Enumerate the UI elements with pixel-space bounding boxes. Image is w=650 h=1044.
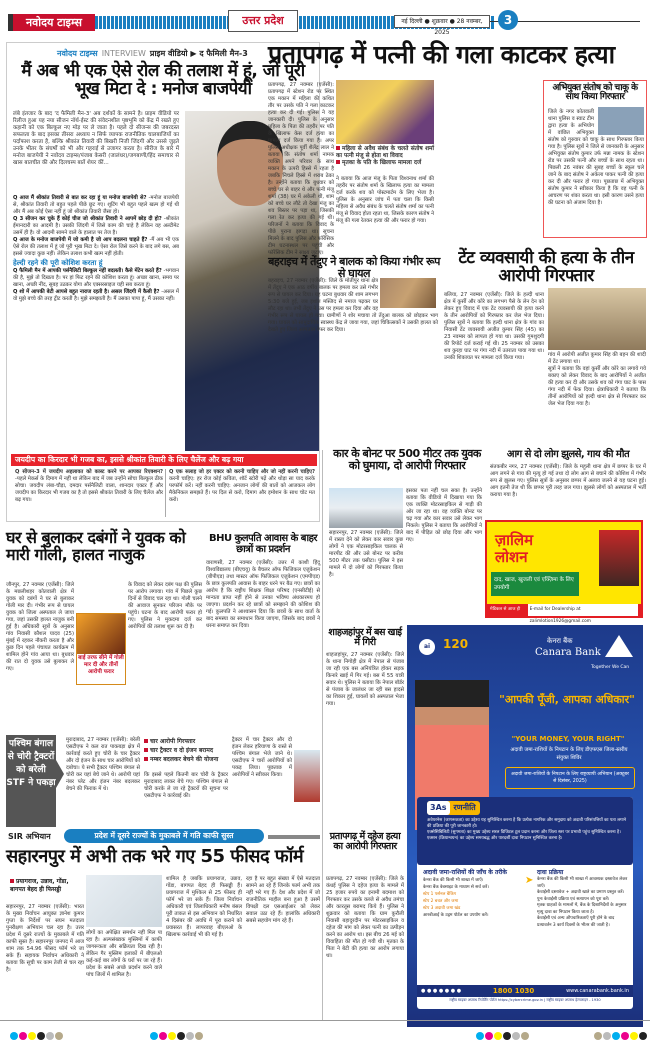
slogan-english: "YOUR MONEY, YOUR RIGHT" [511,735,625,743]
bonnet-body: सहारनपुर, 27 नवम्बर (एजेंसी): जिले में रास्ता देने को लेकर कार सवार कुछ लोगों ने एक मोटरसाइकिल चालक से मारपीट की और उसे बोनट पर करीब 500 मीटर तक घसीटा। पुलिस ने इस मामले में दो लोगों को गिरफ्तार किया है। [329,530,403,578]
stf-label: पश्चिम बंगाल से चोरी ट्रैक्टरों को बरेली STF ने पकड़ा [6,735,56,827]
shot-body: जौनपुर, 27 नवम्बर (एजेंसी): जिले के मछलीशहर कोतवाली क्षेत्र में युवक को दबंगों ने घर से बुलाकर गोली मार दी। गंभीर रूप से घायल युवक को जिला अस्पताल ले जाया गया, जहां उसकी हालत नाजुक बनी हुई है। अधिकारी सूत्रों के अनुसार गांव निवासी कौशल यादव (25) मुंबई में रहकर नौकरी करता है और कुछ दिन पहले पंचायत कार्यक्रम में शामिल होने गांव आया था। बुधवार की रात दो युवक उसे बुलाकर ले गए। [6,582,74,672]
lead-body-2: ने बताया कि आज मंजू के पिता विश्वनाथ शर्मा की तहरीर पर संतोष शर्मा के खिलाफ हत्या का मामला दर्ज करके शव को पोस्टमार्टम के लिए भेजा है। पुलिस के अनुसार जांच में पता चला कि किसी महिला से अवैध संबंध के चलते संतोष शर्मा का पत्नी मंजू से विवाद होता रहता था, जिसके कारण संतोष ने मंजू की गला रेतकर हत्या की और फरार हो गया। [336,176,434,224]
side-story-box [543,80,647,238]
show-name: प्राइम वीडियो ▶ द फैमिली मैन-3 [149,48,248,58]
strategy-awareness: अवेयरनेस (जागरूकता) का उद्देश्य यह सुनिश्चित करना है कि प्रत्येक नागरिक और समुदाय को अदावी परिसंपत्तियों का पता लगाने की प्रक्रिया की पूरी जानकारी हो। [427,818,627,829]
fire-body: संतकबीर नगर, 27 नवम्बर (एजेंसी): जिले के महुली थाना क्षेत्र में छप्पर के घर में आग लगने से गाय की मृत्यु हो गई तथा दो लोग आग से बचाने की कोशिश में गंभीर रूप से झुलस गए। पुलिस सूत्रों के अनुसार छप्पर में अलाव जलने से यह घटना हुई। आग इतनी तेज थी कि छप्पर पूरी तरह जल गया। झुलसे लोगों को अस्पताल में भर्ती कराया गया है। [490,464,646,498]
stf-bullet-1: चार आरोपी गिरफ्तार [144,737,228,746]
shot-photo-caption: बाई तरफ सीने में गोली मार दी और तीनों आरोपी फरार [78,655,124,675]
anniversary-badge: 120 [443,637,469,651]
lead-bullet-2: मृतका के पति के खिलाफ मामला दर्ज [336,160,434,167]
check-title: अदावी जमा-राशियों की जाँच के तरीके [423,869,508,876]
stf-body-3: ट्रैक्टर में चार ट्रैक्टर और दो इंजन लेकर हरियाणा के रास्ते से पश्चिम बंगाल भेजे जाने थे। एसटीएफ ने चारों आरोपियों को पकड़ लिया। पूछताछ में आरोपियों ने स्वीकार किया। [232,737,292,778]
check-item: केनरा बैंक की किसी भी शाखा में जाएँ। [423,878,484,883]
stf-arrow [56,760,64,788]
interview-label [57,47,267,59]
interview-brand: नवोदय टाइम्स [57,48,98,58]
page-number: 3 [498,10,518,30]
bonnet-photo [329,488,403,528]
tent-headline: टेंट व्यवसायी की हत्या के तीन आरोपी गिरफ्तार [458,248,634,286]
cybercrime-footer: राष्ट्रीय साइबर अपराध रिपोर्टिंग पोर्टल https://cybercrime.gov.in | राष्ट्रीय साइबर अपराध हेल्पलाइन - 1930 [449,998,601,1002]
sir-body-2: लोगों का अपेक्षित समर्थन नहीं मिल पा रहा है। अल्पसंख्यक मुस्लिमों में काफी जागरूकता और सक्रियता दिख रही है। लेकिन गैर मुस्लिम इलाकों में बीएलओ कई-कई बार लोगों के घरों पर जा रहे हैं। प्रदेश के सबसे अच्छे प्रदर्शन करने वाले पांच जिलों में शामिल है। [86,930,162,978]
box-divider [165,469,166,517]
sir-tag: SIR अभियान [8,832,51,841]
bhu-body: वाराणसी, 27 नवम्बर (एजेंसी): उत्तर में काशी हिंदू विश्वविद्यालय (बीएचयू) के बैचलर ऑफ फिजिकल एजुकेशन (बीपीएड) तथा मास्टर ऑफ फिजिकल एजुकेशन (एमपीएड) के छात्र कुलपति आवास के बाहर धरने पर बैठ गए। छात्रों का आरोप है कि राष्ट्रीय शिक्षक शिक्षा परिषद (एनसीटीई) से मान्यता प्राप्त नहीं होने से उनका भविष्य अंधकारमय हो जाएगा। प्रदर्शन कर रहे छात्रों को समझाने की कोशिश की गई। कुलपति ने आश्वासन दिया कि छात्रों के साथ वार्ता के बाद समस्या का समाधान किया जाएगा, जिसके बाद छात्रों ने धरना समाप्त कर दिया। [206,560,320,629]
bonnet-headline: कार के बोनट पर 500 मीटर तक युवक को घुमाया, दो आरोपी गिरफ्तार [333,447,481,472]
canara-bank-ad[interactable] [407,625,643,1027]
registration-marks-center [150,1025,204,1044]
strategy-title: रणनीति [453,803,476,812]
qa-2: Q 3 सीजन कर चुके हैं कोई चीज जो श्रीकांत तिवारी ने आपमें छोड़ दी हो? -श्रीकांत ईमानदारी का आदमी है। उसकी जिंदगी में जिसे काम की चाहे है लेकिन वह अल्टीमेट उसमें ही है। वो आदमी सामने वाले के हालात पर तेज है। [13,216,179,236]
registration-marks-right [476,1025,530,1044]
claim-item: केवाईसी दस्तावेज + अदावी खाते का प्रमाण प्रस्तुत करें। [537,890,625,895]
canara-website[interactable]: www.canarabank.bank.in [566,988,629,994]
qa-1: Q आज मैं श्रीकांत तिवारी से बात कर रहा हूं या मनोज बाजपेयी से? -मनोज बाजपेयी से, श्रीकांत तिवारी तो बहुत पहले पीछे छूट गए। शूटिंग भी बहुत पहले खत्म हो गई थी और मैं अब कोई ऐसा नहीं हूं जो श्रीकांत तिवारी जैसा हो। [13,195,179,215]
zalim-email: E-mail for Dealership at zalimlotion1926@gmail.com [528,604,638,616]
masthead-logo: नवोदय टाइम्स [8,14,95,31]
interview-subhead: हेल्दी रहने की पूरी कोशिश करता हूं [13,259,103,267]
claim-item: मृतक ग्राहकों के मामलों में, बैंक के दिशानिर्देशों के अनुसार मृत्यु दावा का निपटान किया जाता है। [537,903,627,915]
tent-caption: गांव में आरोपी अजीत कुमार सिंह की बहन की शादी में टेंट लगाया था। [548,352,646,365]
sir-body-1: सहारनपुर, 27 नवम्बर (एजेंसी): भारत के मुख्य निर्वाचन आयुक्त ज्ञानेश कुमार गुप्ता के निर्देशों पर सघन मतदाता पुनरीक्षण अभियान चल रहा है। उत्तर प्रदेश में दूसरे राज्यों के मुकाबले में गति काफी सुस्त है। सहारनपुर जनपद में आज शाम तक 54.96 फीसद फॉर्म भरे जा सके हैं। सहायक निर्वाचन अधिकारी ने बताया कि सूची पर काम तेजी से चल रहा है। [6,904,84,973]
strategy-accessibility: एक्सेसिबिलिटी (सुगमता) का मुख्य उद्देश्य सरल डिजिटल टूल प्रदान करना और जिला स्तर पर प्रभावी पहुंच सुनिश्चित करना है। [427,830,621,835]
section-title: उत्तर प्रदेश [228,10,298,32]
check-item: केनरा बैंक वेबसाइट के माध्यम से सर्च करें। [423,885,489,890]
side-body: जिले के नगर कोतवाली थाना पुलिस व स्वाट टीम द्वारा हत्या के अभियोग में वांछित अभियुक्त संतोष को गुरुवार को चाकू के साथ गिरफ्तार किया गया है। पुलिस सूत्रों ने जिले से जानकारी के अनुसार अभियुक्त संतोष कुमार उर्फ मन्ना नामक के स्टेशन रोड पर उसकी पत्नी और बच्चों के साथ रहता था। पिछली 26 नवंबर की सुबह बच्चों के स्कूल चले जाने के बाद संतोष ने अकेला पाकर पत्नी की हत्या कर दी और फरार हो गया। पूछताछ में अभियुक्त संतोष कुमार ने स्वीकार किया है कि वह पत्नी के आचरण पर शंका करता था। इसी कारण उसने हत्या की घटना को अंजाम दिया है। [548,109,644,206]
tent-photo [548,288,646,350]
interview-intro: लंबे इंतजार के बाद 'द फैमिली मैन-3' अब दर्शकों के सामने है। प्राइम वीडियो पर रिलीज हुआ यह नया सीजन नॉर्थ-ईस्ट की संवेदनशील पृष्ठभूमि को केंद्र में रखते हुए कहानी को एक बिल्कुल नए मोड़ पर ले जाता है। पहले दो सीजन्स की जबरदस्त सफलता के बाद इसका तीसरा अध्याय न सिर्फ व्यापक राजनीतिक चालबाजियों का पर्दाफाश करता है, बल्कि श्रीकांत तिवारी की बिखरी निजी जिंदगी और उससे जुड़ते उनके भीतर के संघर्षों को भी और गहराई से उजागर करता है। सीरीज के बारे में मनोज बाजपेयी ने नवोदय टाइम्स/पंजाब केसरी (जालंधर)/जगबाणी/हिंद समाचार से खास बातचीत की और दिलचस्प बातें शेयर कीं... [13,111,179,166]
claim-title: दावा प्रक्रिया [537,869,564,876]
camp-subtitle: अदावी जमा-राशियों के निपटान के लिए डीएफएस जिला-स्तरीय संयुक्त शिविर [510,747,628,761]
sir-rule [268,835,320,839]
lead-bullet-1: महिला से अवैध संबंध के चलते संतोष शर्मा का पत्नी मंजू से होता था विवाद [336,146,434,159]
tractor-photo [294,750,320,802]
strategy-panel [417,797,633,865]
check-step: स्टेप 3 अदावी जमा खंड [423,906,461,911]
campaign-box: अदावी जमा-राशियों के निपटान के लिए राष्ट्रव्यापी अभियान (अक्टूबर से दिसंबर, 2025) [505,767,635,789]
stf-bullet-3: नम्बर बदलकर बेचने की योजना [144,755,228,764]
zalim-footer-left: मेडिकल से आज ही खरीदें [490,607,521,624]
canara-triangle-logo-icon [605,635,633,657]
tent-body: बलिया, 27 नवम्बर (एजेंसी): जिले के हल्दी थाना क्षेत्र में कुर्सी और कोरे का लगभग पैसे के लेन देन को लेकर हुए विवाद में एक टेंट व्यवसायी की हत्या करने के तीन आरोपियों को गिरफ्तार कर जेल भेज दिया। पुलिस सूत्रों ने बताया कि हल्दी थाना क्षेत्र के गांव का निवासी टेंट व्यवसायी अजीत कुमार सिंह (45) का 23 नवम्बर को लापता हो गया था। उसकी गुमशुदगी की रिपोर्ट दर्ज कराई गई थी। 25 नवम्बर को उसका शव कुरहा घाट पर गंगा नदी में उतराता पाया गया था। उनकी शिकायत पर मामला दर्ज किया गया। [444,292,544,361]
column-rule [322,450,323,1020]
sir-form-photo [86,875,162,927]
interview-headline: मैं अब भी एक ऐसे रोल की तलाश में हूं, जो पूरी भूख मिटा दे : मनोज बाजपेयी [21,61,305,99]
bonnet-body-2: इसका पता नहीं चल सका है। उन्होंने बताया कि वीडियो में दिखाया गया कि एक व्यक्ति मोटरसाइकिल से गाड़ी की ओर जा रहा था। वह व्यक्ति बोनट पर चढ़ गया और कार सवार उसे लेकर भाग निकले। पुलिस ने बताया कि आरोपियों ने बाद में पीड़ित को छोड़ दिया और भाग गए। [406,488,482,543]
shahjahanpur-headline: शाहजहांपुर में बस खाई में गिरी [328,627,402,648]
check-list [423,869,521,919]
bank-tagline: Together We Can [591,665,630,670]
claim-item: पुनः केवाईसी प्रक्रिया एवं सत्यापन को पूरा करें। [537,896,610,902]
side-headline: अभियुक्त संतोष को चाकू के साथ किया गिरफ्तार [552,83,638,103]
stf-bullets [144,737,228,769]
strategy-action: एक्शन (क्रियान्वयन) का उद्देश्य समयबद्ध और पारदर्शी दावा निपटान सुनिश्चित करना है। [427,836,563,841]
leopard-headline: बहराइच में तेंदुए ने बालक को किया गंभीर रूप से घायल [268,255,440,280]
lead-illustration [336,80,434,144]
bank-name-hindi: केनरा बैंक [547,637,573,645]
sir-body-3: शामिल है जबकि प्रयागराज, उन्नाव, गोंडा, बागपत बेहद ही फिसड्डी हैं। प्रयागराज में मुश्किल से 25 फीसद ही फॉर्म भरे जा सके हैं। जिला निर्वाचन अधिकारी एवं जिलाधिकारी मनीष बंसल पूरी ताकत से इस अभियान को निर्धारित 4 दिसंबर की अवधि में पूरा कराने को प्रयासरत हैं। लापरवाह बीएलओ के खिलाफ कार्रवाई भी की गई है। [166,876,242,938]
claim-list [537,869,629,929]
registration-marks-far-right [594,1025,648,1044]
box-qa-2: Q एक सलाह जो हर एक्टर को करनी चाहिए और जो नहीं करनी चाहिए? करनी चाहिए: हर रोज कोई कविता, शॉर्ट स्टोरी पढ़ें और थोड़ा सा याद करके परफॉर्म करें। नहीं करनी चाहिए: अनजान लोगों की बातों को आजकल लोग मैकेनिकल समझते हैं। पर दिल से करो, दिमाग और इमोशन के साथ चोट मत करो। [169,469,315,503]
strategy-badge [427,801,480,815]
lead-body: प्रतापगढ़, 27 नवम्बर (एजेंसी): प्रतापगढ़ में स्टेशन रोड पर स्थित एक मकान में महिला की कथित तौर पर उसके पति ने गला काटकर हत्या कर दी गई। पुलिस ने यह जानकारी दी। पुलिस के अनुसार महिला के पिता की तहरीर पर पति के खिलाफ केस दर्ज हत्या का मामला दर्ज किया गया है। अपर पुलिस अधीक्षक पूर्वी शैलेंद्र लाल ने बताया कि संतोष शर्मा नामक व्यक्ति अपने परिवार के साथ मकान के ऊपरी हिस्से में रहता है जबकि निचले हिस्से में शराब ठेका है। उन्होंने बताया कि बुधवार को बच्चे घर से बाहर थे और पत्नी मंजू शर्मा (38) घर में अकेली थी, शाम को बच्चे घर लौटे तो देखा मंजू का शव बिस्तर पर पड़ा था, जिसकी गला रेत कर हत्या की गई थी। परिजनों ने बताया कि विवाद के पीछे पुराना झगड़ा था। सूचना मिलने के बाद पुलिस और फॉरेंसिक टीम घटनास्थल पर पहुंची और फॉरेंसिक टीम ने साक्ष्य जुटाए। [268,82,334,256]
interview-tag: INTERVIEW [101,48,146,58]
strategy-tag: 3As [427,801,450,815]
sir-strap: प्रदेश में दूसरे राज्यों के मुकाबले में गति काफी सुस्त [64,829,264,843]
claim-item: केवाईसी एवं अन्य औपचारिकताएँ पूरी होने के बाद प्रत्यावर्तन 3 कार्य दिवसों के भीतर की जाती है। [537,916,615,928]
bank-name-english: Canara Bank [535,647,601,658]
shot-body-2: के विवाद को लेकर दबंग पक्ष की पुलिस पर आरोप लगाया। गांव में पिछले कुछ दिनों से विवाद चल रहा था। गोली चलने की आवाज सुनकर परिजन मौके पर पहुंचे। घटना के बाद आरोपी फरार हो गए। पुलिस ने मुकदमा दर्ज कर आरोपियों की तलाश शुरू कर दी है। [128,582,202,630]
toll-free-number[interactable]: 1800 1030 [492,987,535,995]
stf-body: मुरादाबाद, 27 नवम्बर (एजेंसी): बरेली एसटीएफ ने कल रात पाकबड़ा क्षेत्र में कार्रवाई करते हुए चोरी के चार ट्रैक्टर और दो इंजन के साथ चार आरोपियों को दबोचा। ये सभी ट्रैक्टर पश्चिम बंगाल से चोरी कर यहां बेचे जाने थे। आरोपी यहां नंबर प्लेट और इंजन नंबर बदलकर बेचने की फिराक में थे। [66,737,140,792]
qa-3: Q आज के मनोज बाजपेयी में जो कमी है जो आप बदलना चाहते हैं? -मैं अब भी एक ऐसे रोल की तलाश में हूं जो पूरी भूख मिटा दे। ऐसा रोल जिसे करने के बाद लगे बस, अब इससे ज्यादा कुछ नहीं। लेकिन तलाश कभी खत्म नहीं होती। [13,237,180,257]
interview-banner: जयदीप का किरदार भी गजब का, इससे श्रीकांत तिवारी के लिए चैलेंज और बढ़ गया [11,454,317,466]
box-qa-1: Q सीजन-3 में जयदीप अहलावत को कास्ट करने पर आपका रिएक्शन? -पहले मेकर्स के दिमाग में नहीं था लेकिन बाद में जब उन्होंने सोचा बिल्कुल ठीक सोचा। जयदीप लंबा-चौड़ा, दमदार पर्सनैलिटी वाला, शानदार एक्टर हैं और जयदीप का किरदार भी गजब का है तो इससे श्रीकांत तिवारी के लिए चैलेंज और बढ़ गया। [15,469,163,503]
bhu-headline: BHU कुलपति आवास के बाहर छात्रों का प्रदर्शन [209,533,317,555]
check-item: आरबीआई के उद्गम पोर्टल का उपयोग करें। [423,913,489,918]
registration-marks-left [10,1025,64,1044]
zalim-brand: ज़ालिम लोशन [495,531,534,566]
dowry-headline: प्रतापगढ़ में दहेज हत्या का आरोपी गिरफ्तार [329,831,401,852]
dowry-body: प्रतापगढ़, 27 नवम्बर (एजेंसी): जिले के कंधई पुलिस ने दहेज हत्या के मामले में 25 हजार रुपये का इनामी बदमाश को गिरफ्तार कर उसके कब्जे से अवैध तमंचा और कारतूस बरामद किये हैं। पुलिस ने शुक्रवार को बताया कि ग्राम कुरौली निवासी बहादुरदीन पर मोटरसाइकिल व दहेज की मांग को लेकर पत्नी का उत्पीड़न करने का आरोप था। इस बीच 26 मई को विवाहिता की मौत हो गयी थी। मृतका के पिता ने बेटी की हत्या का आरोप लगाया था। [326,876,404,959]
fire-headline: आग से दो लोग झुलसे, गाय की मौत [506,449,630,460]
claim-item: केनरा बैंक की किसी भी शाखा में आवश्यक दस्तावेज लेकर जाएँ। [537,877,628,889]
arrow-right-icon: ➤ [525,875,534,886]
shahjahanpur-body: शाहजहांपुर, 27 नवम्बर (एजेंसी): जिले के थाना निगोही क्षेत्र में नेपाल से पंजाब जा रही एक बस अनियंत्रित होकर सड़क किनारे खाई में गिर गई। बस में 55 यात्री सवार थे। पुलिस ने बताया कि नेपाल बॉर्डर से पंजाब के जालंधर जा रही बस हादसे का शिकार हुई, घायलों को अस्पताल भेजा गया। [326,652,404,707]
stf-body-2: कि इससे पहले कितनी बार चोरी के ट्रैक्टर मुरादाबाद लाकर बेचे गए। पश्चिम बंगाल से चोरी करके ले जा रहे ट्रैक्टरों की सूचना पर एसटीएफ ने कार्रवाई की। [144,772,228,799]
slogan-hindi: "आपकी पूँजी, आपका अधिकार" [499,693,635,706]
check-step: स्टेप 1 पर्सनल बैंकिंग [423,892,457,897]
canara-info-panel [417,797,633,1009]
canara-contact-bar [417,985,633,997]
zalim-footer [487,604,641,624]
stf-bullet-2: चार ट्रैक्टर व दो इंजन बरामद [144,746,228,755]
lead-headline: प्रतापगढ़ में पत्नी की गला काटकर हत्या [268,40,615,69]
check-step: स्टेप 2 बचत और जमा [423,899,459,904]
sir-kicker: प्रयागराज, उन्नाव, गोंडा, बागपत बेहद ही फिसड्डी [10,878,69,893]
zalim-product [599,530,639,586]
footer-rule [0,1020,650,1021]
qa-5: Q शो में आपकी बेटी आपसे बहुत नाराज रहती है। असल जिंदगी में कैसी है? -असल में वो मुझे बच्चे की तरह ट्रीट करती है। मुझे समझाती है। मैं उसका पापा हूं, मैं उसका नहीं। [13,289,179,302]
qa-4: Q फैमिली मैन में आपकी पर्सनैलिटी बिल्कुल नहीं बदलती। कैसे मेंटेन करते हैं? -भगवान की है, मुझे तो दिखता है। पर हां फिट रहने की कोशिश करता हूं। अच्छा खाना, समय पर खाना, अच्छी नींद, सुबह उठकर योगा और एक्सरसाइज यही सब करता हूं। [13,268,179,288]
sir-headline: सहारनपुर में अभी तक भरे गए 55 फीसद फॉर्म [6,846,304,867]
leopard-body: बहराइच, 27 नवम्बर (एजेंसी): जिले के मोतीपुर थाना क्षेत्र में तेंदुए ने एक आठ वर्षीय बालक पर हमला कर उसे गंभीर रूप से घायल कर दिया। यह घटना बुधवार की शाम लगभग 5:30 बजे हुई, जब इशांत मस्जिद से नमाज पढ़कर घर लौट रहा था। तभी तेंदुए ने उस पर हमला कर दिया और वह गंभीर रूप से घायल हो गया। ग्रामीणों ने शोर मचाया तो तेंदुआ बालक को छोड़कर भाग गया। घायल को सामुदायिक स्वास्थ्य केंद्र ले जाया गया, जहां चिकित्सकों ने उसकी हालत को देखते हुए जिला अस्पताल रेफर कर दिया। [268,278,438,333]
shot-headline: घर से बुलाकर दबंगों ने युवक को मारी गोली, हालत नाजुक [6,528,186,564]
tent-body-2: सूत्रों ने बताया कि वहां कुर्सी और कोरे का लगाये गये बकाए को लेकर विवाद के बाद आरोपियों ने अजीत की हत्या कर दी और उसके शव को गंगा घाट के पास गंगा नदी में फेंक दिया। क्षेत्राधिकारी ने बताया कि तीनों आरोपियों को हल्दी थाना क्षेत्र से गिरफ्तार कर जेल भेज दिया गया है। [548,366,646,407]
sir-body-4: रहा है पर बहुत संख्या में ऐसे मतदाता सामने आ रहे हैं जिनके फार्म अभी तक नहीं भरे गए हैं। देश और प्रदेश में जो राजनीतिक माहौल बना हुआ है उसमें विपक्षी दल एसआईआर को लेकर सवाल उठा रहे हैं। हालांकि अधिकारी सबसे सहयोग मांग रहे हैं। [246,876,320,924]
zalim-tagline: दाद, खाज, खुजली एवं एक्ज़िमा के लिए उपयोगी [491,572,579,596]
zalim-lotion-ad[interactable] [485,520,643,624]
social-icons: ● ● ● ● ● ● ● [421,988,462,994]
dateline: नई दिल्ली ● शुक्रवार ● 28 नवम्बर, 2025 [394,15,490,28]
ai-logo-icon: ai [419,639,435,655]
